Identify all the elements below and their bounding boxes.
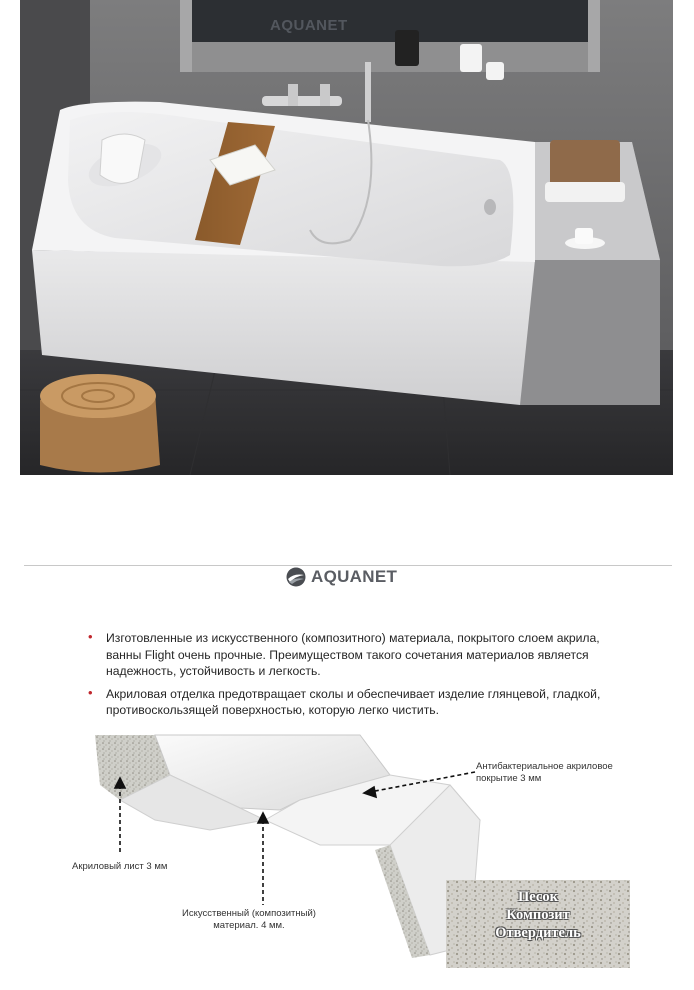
list-item xyxy=(88,686,608,719)
bullet-text: Акриловая отделка предотвращает сколы и обеспечивает изделие глянцевой, гладкой, противоскользящей поверхностью, которую легко чистить. xyxy=(106,686,601,717)
bullet-icon: • xyxy=(88,684,93,700)
texture-sample-labels xyxy=(446,888,630,942)
bathroom-scene xyxy=(20,0,673,475)
logo-text: AQUANET xyxy=(311,567,398,586)
feature-list xyxy=(88,630,608,725)
label-composite-line-2: материал. 4 мм. xyxy=(213,920,285,931)
sample-label-hardener: Отвердитель xyxy=(495,925,581,941)
photo-watermark: AQUANET xyxy=(270,17,348,34)
sample-label-composite: Композит xyxy=(506,907,570,923)
list-item xyxy=(88,630,608,680)
label-composite-material xyxy=(182,908,316,932)
bathtub-photo xyxy=(20,0,673,475)
brand-logo xyxy=(286,566,397,588)
bullet-icon: • xyxy=(88,629,93,644)
label-antibacterial-coating: Антибактериальное акриловое покрытие 3 мм xyxy=(476,761,613,784)
label-composite-line-1: Искусственный (композитный) xyxy=(182,908,316,919)
aquanet-logo-icon xyxy=(286,567,306,587)
bullet-text: Изготовленные из искусственного (композитного) материала, покрытого слоем акрила, ванны Flight очень прочные. Преимуществом такого сочетания материалов является надежность, устойчивость и легкость. xyxy=(106,631,600,678)
label-acrylic-sheet: Акриловый лист 3 мм xyxy=(72,861,168,872)
sample-label-sand: Песок xyxy=(518,889,558,905)
